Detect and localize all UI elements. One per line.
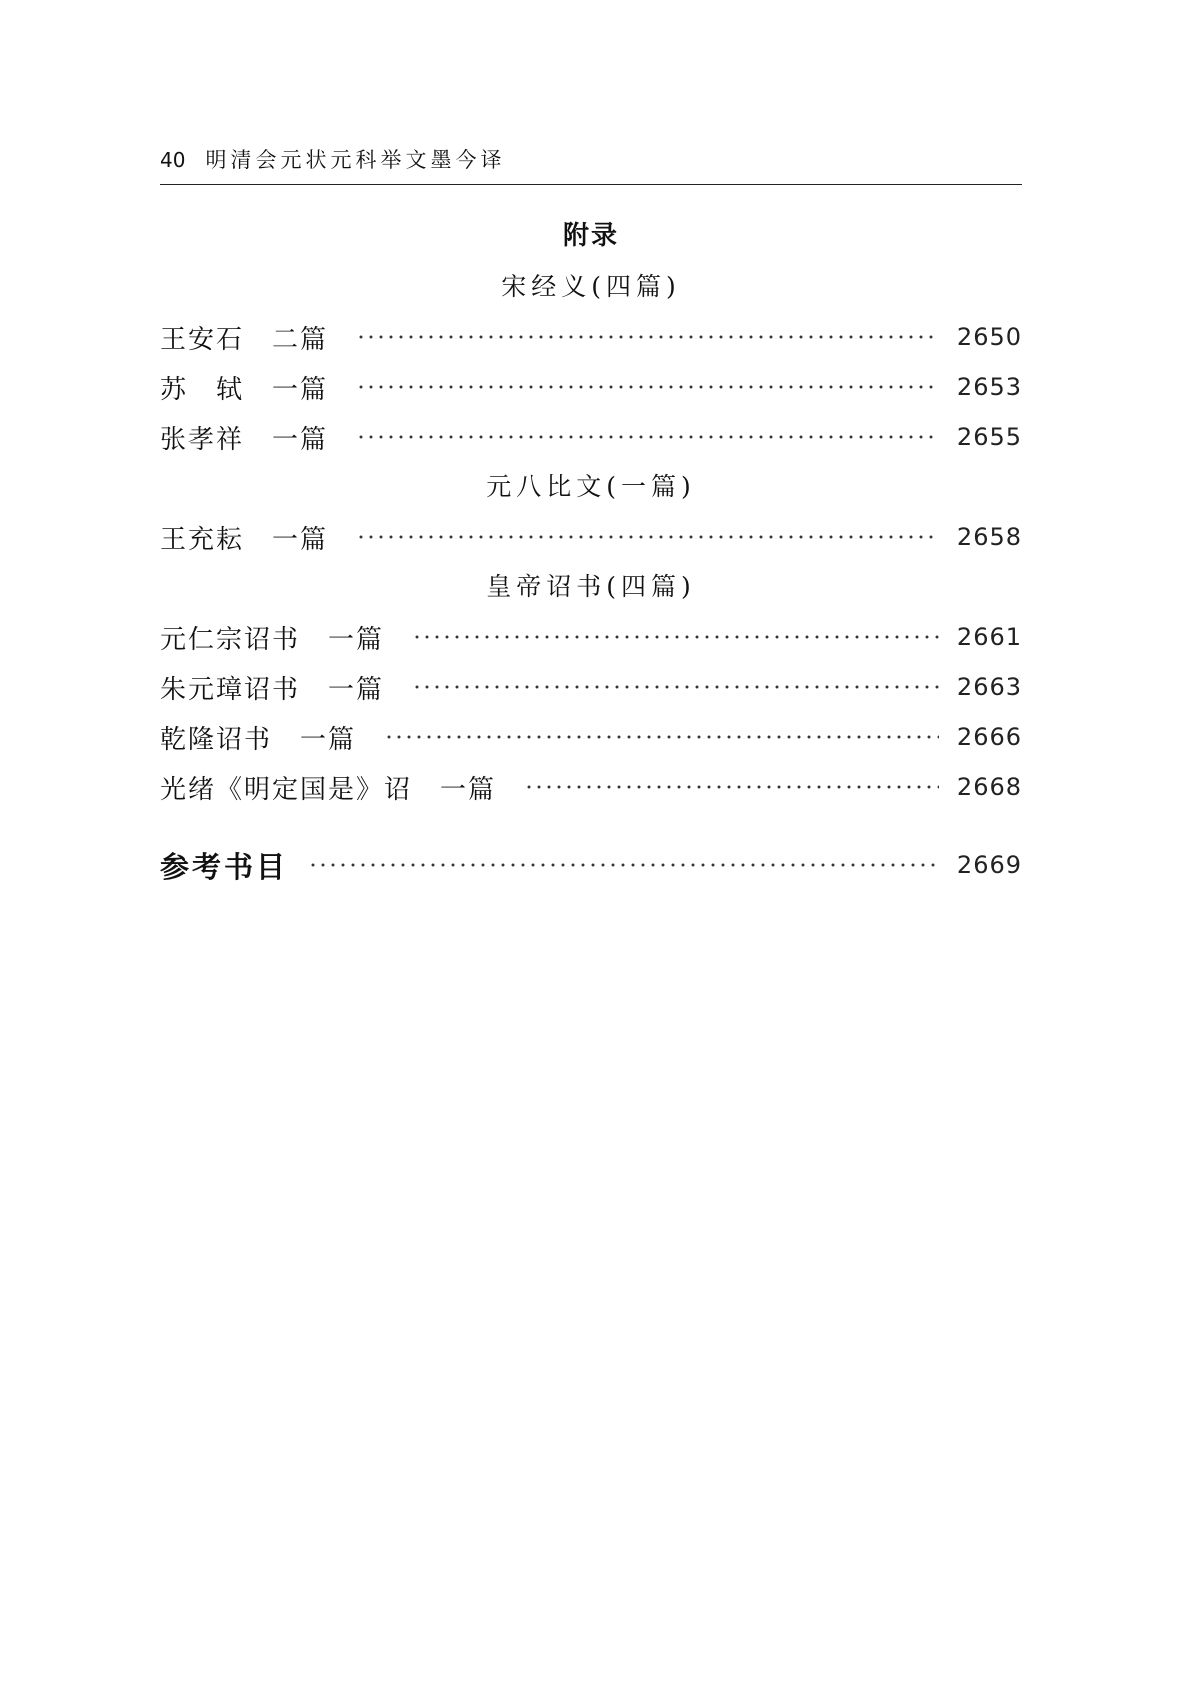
toc-entry-page: 2661 <box>956 623 1022 651</box>
toc-entry-bibliography[interactable] <box>160 840 1022 890</box>
section-heading-song: 宋经义(四篇) <box>501 272 681 301</box>
dot-leader <box>356 385 939 389</box>
toc-entry[interactable] <box>160 512 1022 562</box>
toc-entry-page: 2663 <box>956 673 1022 701</box>
toc-entry-page: 2653 <box>956 373 1022 401</box>
toc-entry-title: 张孝祥 一篇 <box>160 424 329 455</box>
table-of-contents <box>160 210 1022 890</box>
toc-entry-title: 参考书目 <box>160 849 289 884</box>
toc-entry-page: 2650 <box>956 323 1022 351</box>
section-heading-edicts: 皇帝诏书(四篇) <box>486 572 696 601</box>
book-title: 明清会元状元科举文墨今译 <box>205 148 506 172</box>
toc-entry[interactable] <box>160 312 1022 362</box>
dot-leader <box>356 335 939 339</box>
toc-entry-page: 2655 <box>956 423 1022 451</box>
toc-entry-title: 苏 轼 一篇 <box>160 374 329 405</box>
toc-entry-title: 朱元璋诏书 一篇 <box>160 674 385 705</box>
page-number: 40 <box>160 148 186 172</box>
dot-leader <box>356 535 939 539</box>
toc-entry-title: 元仁宗诏书 一篇 <box>160 624 385 655</box>
toc-entry[interactable] <box>160 712 1022 762</box>
running-head <box>160 140 1022 185</box>
toc-entry-page: 2668 <box>956 773 1022 801</box>
toc-entry[interactable] <box>160 662 1022 712</box>
dot-leader <box>412 635 939 639</box>
toc-entry[interactable] <box>160 762 1022 812</box>
toc-entry[interactable] <box>160 412 1022 462</box>
toc-entry[interactable] <box>160 362 1022 412</box>
dot-leader <box>384 735 939 739</box>
toc-entry-title: 王安石 二篇 <box>160 324 329 355</box>
dot-leader <box>524 785 939 789</box>
toc-entry-title: 光绪《明定国是》诏 一篇 <box>160 774 497 805</box>
dot-leader <box>412 685 939 689</box>
toc-entry-page: 2658 <box>956 523 1022 551</box>
toc-entry-title: 乾隆诏书 一篇 <box>160 724 357 755</box>
toc-entry[interactable] <box>160 612 1022 662</box>
section-heading-yuan: 元八比文(一篇) <box>486 472 696 501</box>
toc-entry-page: 2669 <box>956 851 1022 879</box>
toc-entry-page: 2666 <box>956 723 1022 751</box>
dot-leader <box>356 435 939 439</box>
appendix-title: 附录 <box>562 221 619 251</box>
dot-leader <box>308 863 939 867</box>
toc-entry-title: 王充耘 一篇 <box>160 524 329 555</box>
